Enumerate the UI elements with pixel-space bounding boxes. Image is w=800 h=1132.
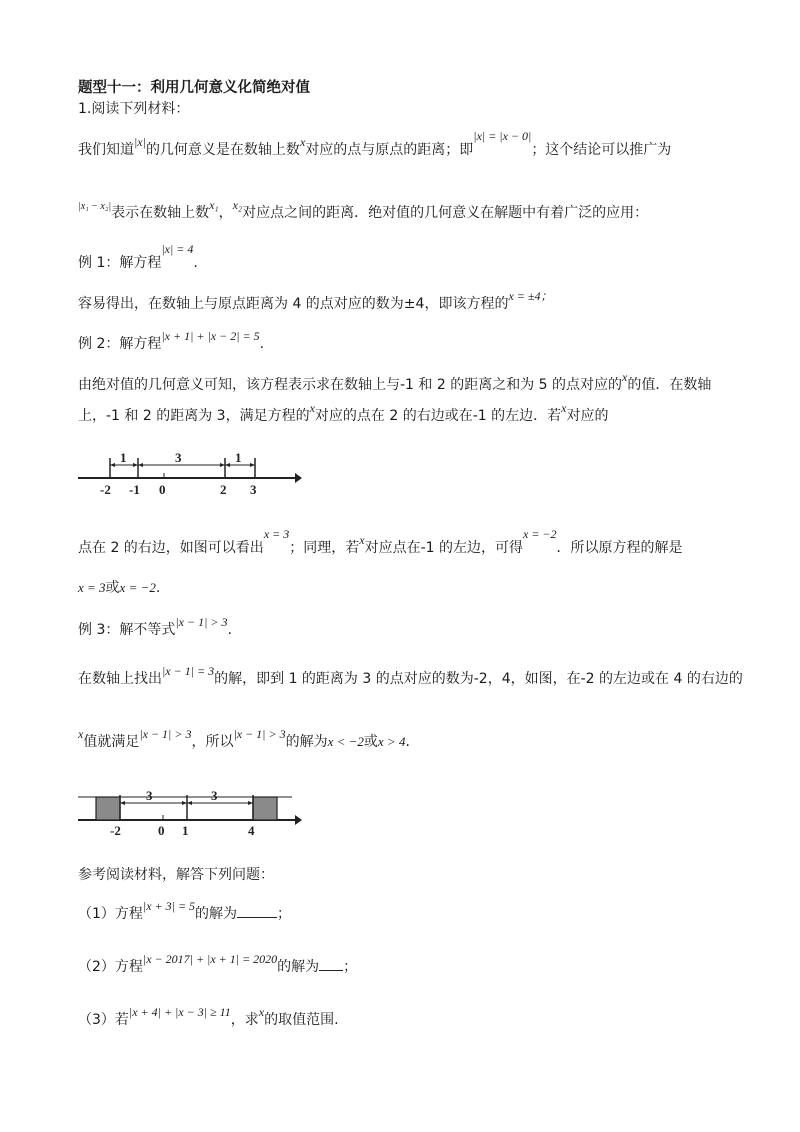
text: 容易得出，在数轴上与原点距离为 4 的点对应的数为±4，即该方程的 xyxy=(78,296,509,312)
text: 的取值范围. xyxy=(264,1012,339,1028)
text: 的解为 xyxy=(277,959,320,975)
math-x2: x₂ xyxy=(232,198,243,212)
answer-blank[interactable] xyxy=(319,970,343,971)
text: （1）方程 xyxy=(78,906,143,922)
text: ；这个结论可以推广为 xyxy=(531,142,672,158)
math-x: x xyxy=(359,533,365,547)
text: 或 xyxy=(363,734,378,750)
math-x1: x₁ xyxy=(209,198,219,212)
example-2-para-3 xyxy=(78,527,683,558)
questions-intro: 参考阅读材料，解答下列问题： xyxy=(78,867,274,883)
math-eq: |x| = 4 xyxy=(161,242,194,256)
text: 对应的点与原点的距离；即 xyxy=(305,142,474,158)
math-ineq: |x − 1| > 3 xyxy=(139,727,192,741)
text: 的解，即到 1 的距离为 3 的点对应的数为-2，4，如图，在-2 的左边或在 4 的右边的 xyxy=(214,671,743,687)
example-2-para-4 xyxy=(78,578,160,598)
example-3-label xyxy=(78,615,232,640)
text: ．所以原方程的解是 xyxy=(556,540,683,556)
span-label: 3 xyxy=(175,450,182,465)
text: . xyxy=(259,336,265,352)
text: 对应点在-1 的左边，可得 xyxy=(364,540,523,556)
tick-label: -1 xyxy=(129,482,140,497)
text: 在数轴上找出 xyxy=(78,671,162,687)
text: 例 1：解方程 xyxy=(78,255,162,271)
example-2-para-1 xyxy=(78,370,712,395)
span-label: 1 xyxy=(120,450,127,465)
tick-label: 2 xyxy=(220,482,227,497)
shaded-region-right xyxy=(253,797,277,820)
text: ； xyxy=(277,906,292,922)
tick-label: -2 xyxy=(110,823,121,837)
math-solution: x < −2 xyxy=(327,734,364,749)
math-x: x xyxy=(309,401,315,415)
example-1-label xyxy=(78,242,198,273)
math-ineq: |x + 4| + |x − 3| ≥ 11 xyxy=(128,1005,231,1019)
intro-line-2 xyxy=(78,198,649,225)
span-label: 1 xyxy=(235,450,242,465)
text: . xyxy=(405,734,410,750)
text: ，所以 xyxy=(191,734,234,750)
tick-label: -2 xyxy=(100,482,111,497)
math-solution: x = ±4； xyxy=(508,289,553,303)
text: . xyxy=(155,580,161,596)
text: 对应的 xyxy=(566,408,609,424)
text: 对应的点在 2 的右边或在-1 的左边．若 xyxy=(314,408,562,424)
question-2 xyxy=(78,952,358,977)
text: . xyxy=(193,255,198,271)
math-abs-x: |x| xyxy=(134,135,146,149)
tick-label: 0 xyxy=(159,482,166,497)
number-line-1 xyxy=(70,448,310,498)
example-2-label xyxy=(78,329,265,354)
text: 的解为 xyxy=(195,906,238,922)
text: 点在 2 的右边，如图可以看出 xyxy=(78,540,264,556)
math-eq: x = −2 xyxy=(523,527,557,541)
text: 的几何意义是在数轴上数 xyxy=(145,142,300,158)
tick-label: 3 xyxy=(250,482,257,497)
text: ；同理，若 xyxy=(289,540,360,556)
text: . xyxy=(227,622,232,638)
math-eq: x = 3 xyxy=(78,580,106,595)
text: 由绝对值的几何意义可知，该方程表示求在数轴上与-1 和 2 的距离之和为 5 的点对应的 xyxy=(78,377,623,393)
text: ； xyxy=(343,959,358,975)
math-x: x xyxy=(299,135,306,149)
math-eq: x = −2 xyxy=(119,580,156,595)
shaded-region-left xyxy=(96,797,120,820)
tick-label: 0 xyxy=(158,823,165,837)
text: 的解为 xyxy=(285,734,328,750)
math-ineq: |x − 1| > 3 xyxy=(175,615,228,629)
math-eq: |x − 1| = 3 xyxy=(162,664,215,678)
math-eq: |x + 3| = 5 xyxy=(142,899,196,913)
text: 例 2：解方程 xyxy=(78,336,162,352)
math-ineq: |x − 1| > 3 xyxy=(233,727,286,741)
answer-blank[interactable] xyxy=(237,917,277,918)
span-label: 3 xyxy=(146,788,153,803)
question-label: 1.阅读下列材料： xyxy=(78,101,190,117)
tick-label: 4 xyxy=(248,823,255,837)
page-title: 题型十一：利用几何意义化简绝对值 xyxy=(78,80,310,96)
math-x: x xyxy=(258,1005,265,1019)
math-eq: x = 3 xyxy=(263,527,290,541)
text: 例 3：解不等式 xyxy=(78,622,176,638)
math-solution: x > 4 xyxy=(377,734,406,749)
intro-line-1 xyxy=(78,129,672,160)
text: 值就满足 xyxy=(83,734,140,750)
tick-label: 1 xyxy=(182,823,189,837)
text: 我们知道 xyxy=(78,142,134,158)
example-3-para-1 xyxy=(78,664,743,689)
math-eq: |x + 1| + |x − 2| = 5 xyxy=(161,329,260,343)
text: （2）方程 xyxy=(78,959,143,975)
math-abs-x1x2: |x₁ − x₂| xyxy=(78,201,112,212)
text: ，求 xyxy=(230,1012,259,1028)
text: 或 xyxy=(105,580,120,596)
math-eq: |x − 2017| + |x + 1| = 2020 xyxy=(142,952,278,966)
text: ， xyxy=(218,205,233,221)
question-1 xyxy=(78,899,292,924)
math-abs-eq: |x| = |x − 0| xyxy=(473,129,532,143)
question-3 xyxy=(78,1005,339,1030)
example-1-solution xyxy=(78,289,553,314)
span-label: 3 xyxy=(211,788,218,803)
math-x: x xyxy=(78,727,84,741)
text: （3）若 xyxy=(78,1012,129,1028)
example-3-para-2 xyxy=(78,727,410,752)
text: 对应点之间的距离．绝对值的几何意义在解题中有着广泛的应用： xyxy=(242,205,649,221)
text: 上，-1 和 2 的距离为 3，满足方程的 xyxy=(78,408,310,424)
example-2-para-2 xyxy=(78,401,609,426)
number-line-2 xyxy=(70,787,310,837)
math-x: x xyxy=(561,401,567,415)
math-x: x xyxy=(622,370,628,384)
text: 表示在数轴上数 xyxy=(111,205,210,221)
text: 的值．在数轴 xyxy=(627,377,712,393)
